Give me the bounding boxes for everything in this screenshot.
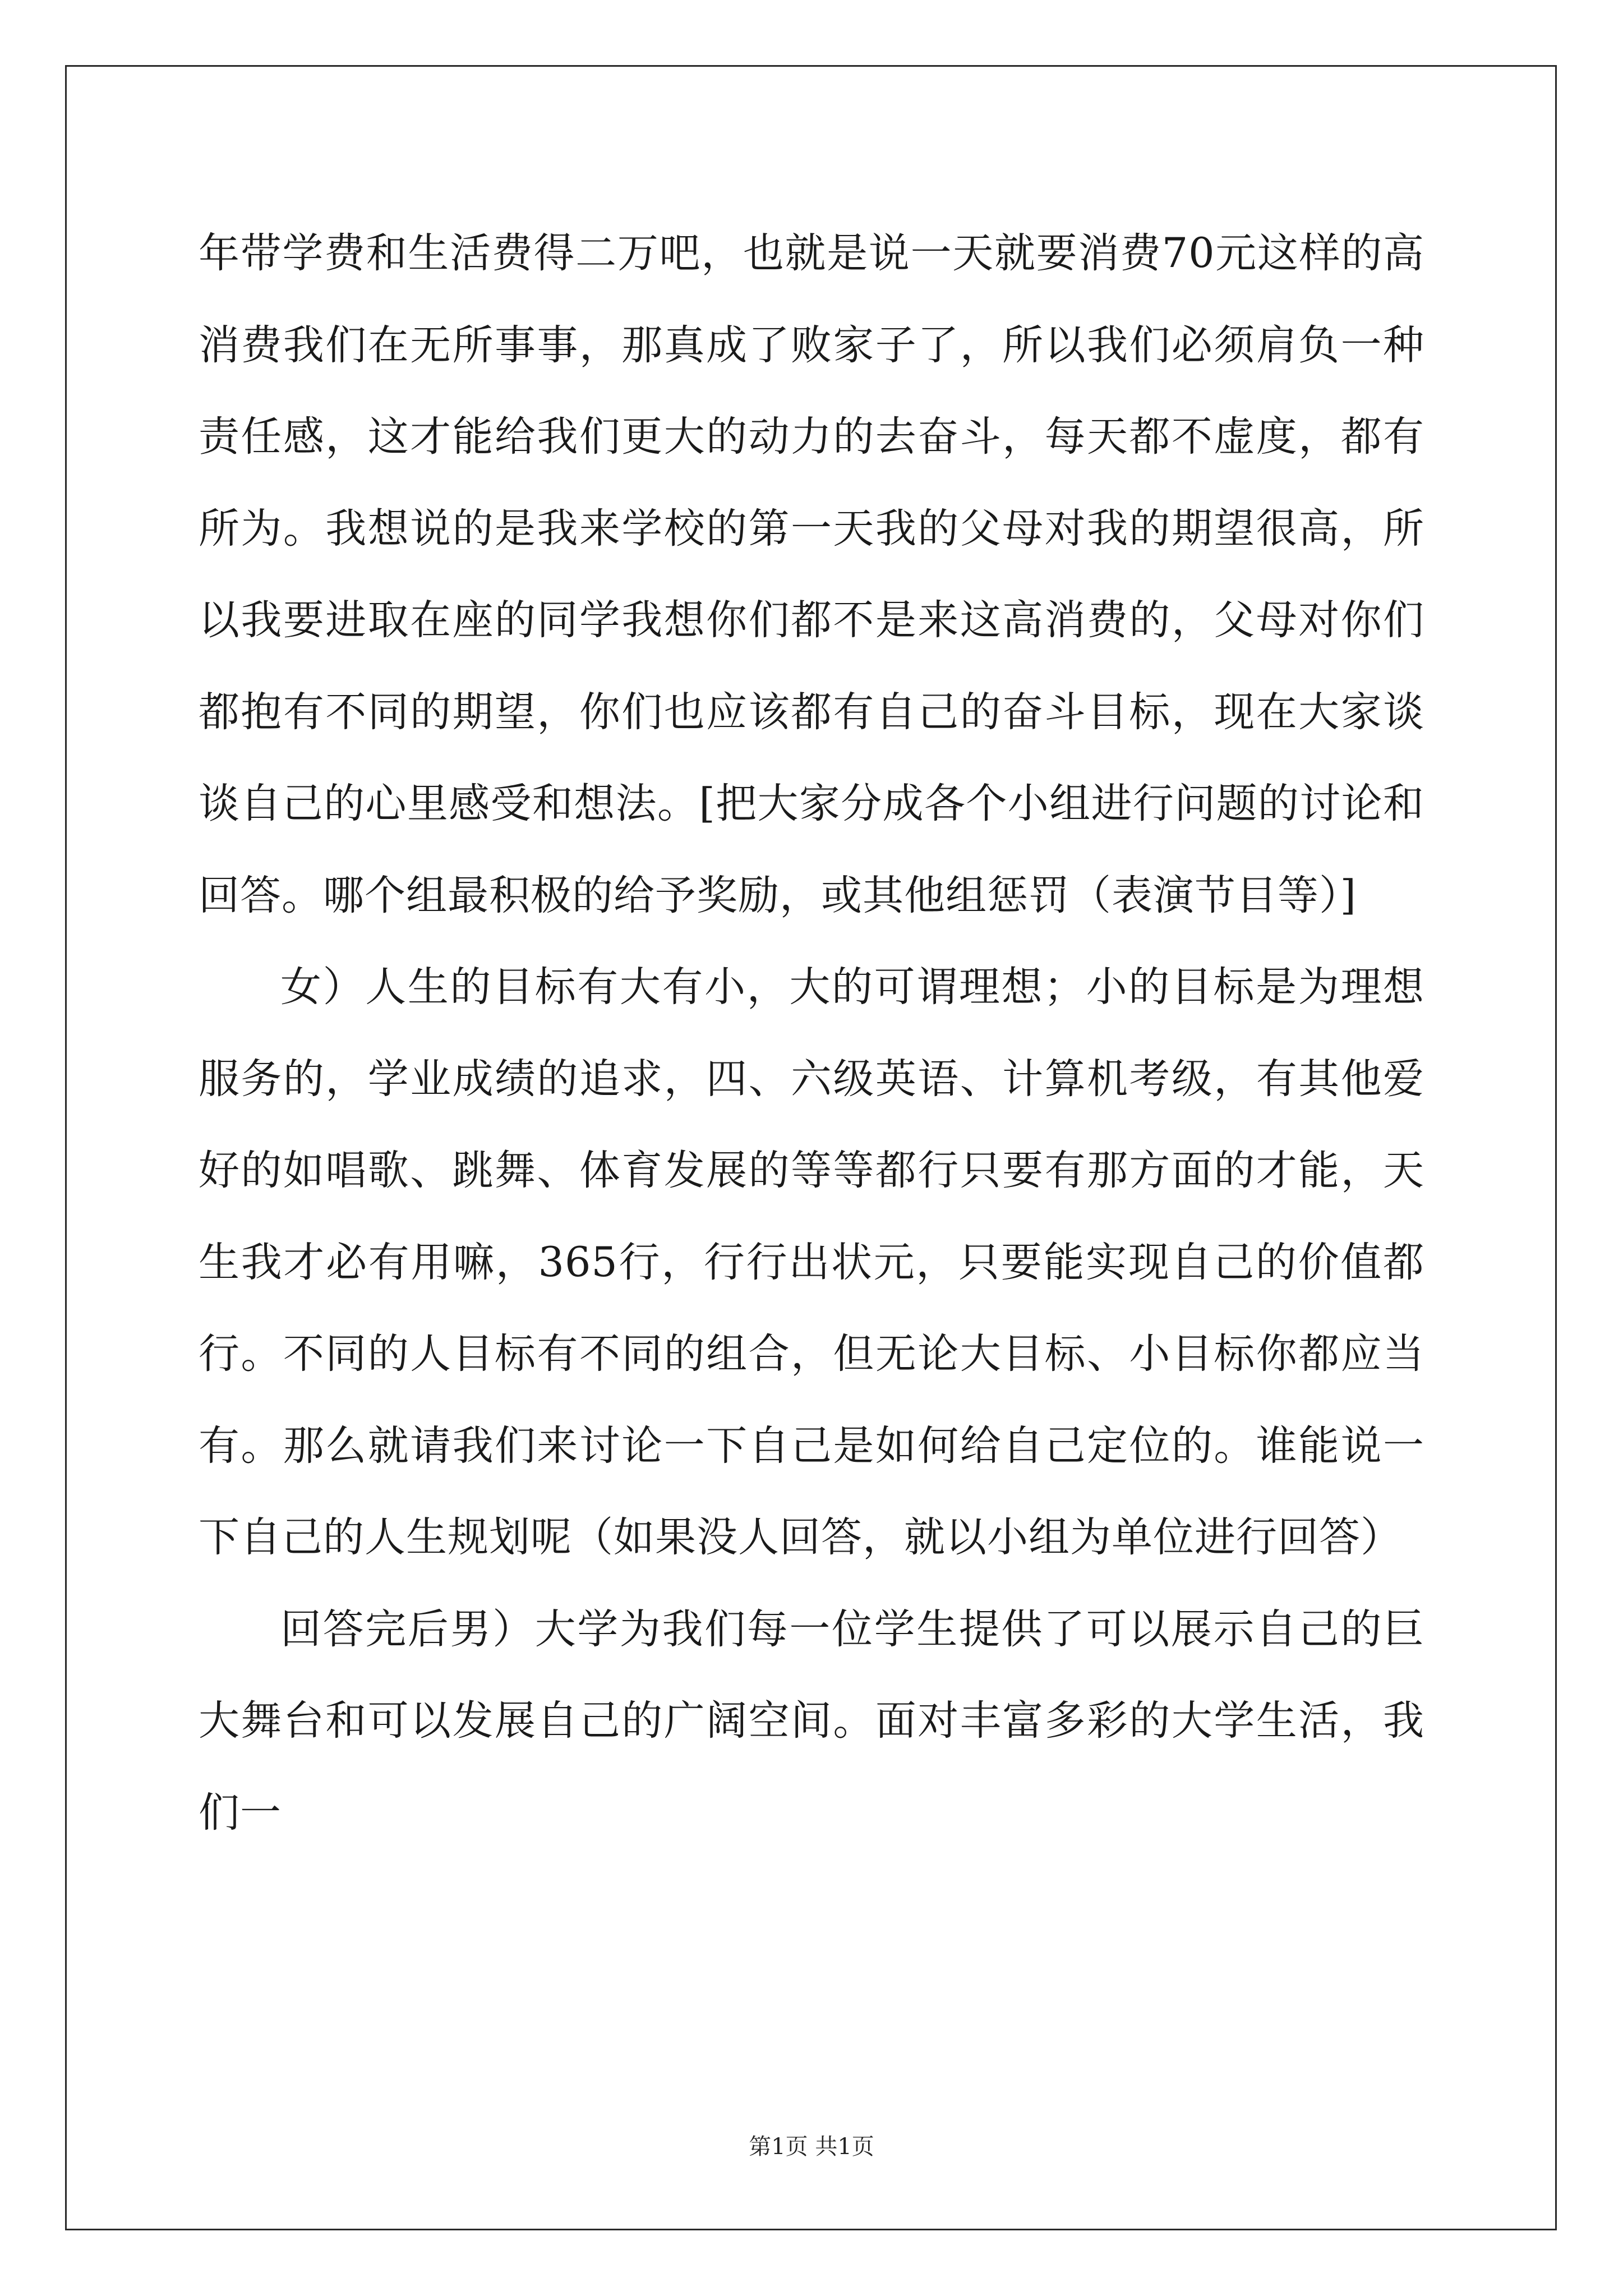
page-number-footer: 第1页 共1页: [749, 2134, 874, 2160]
paragraph-3: 回答完后男）大学为我们每一位学生提供了可以展示自己的巨大舞台和可以发展自己的广阔空间。面对丰富多彩的大学生活，我们一: [199, 1605, 1424, 1837]
document-body: [199, 208, 1424, 1858]
paragraph-1: 年带学费和生活费得二万吧，也就是说一天就要消费70元这样的高消费我们在无所事事，那真成了败家子了，所以我们必须肩负一种责任感，这才能给我们更大的动力的去奋斗，每天都不虚度，都有所为。我想说的是我来学校的第一天我的父母对我的期望很高，所以我要进取在座的同学我想你们都不是来这高消费的，父母对你们都抱有不同的期望，你们也应该都有自己的奋斗目标，现在大家谈谈自己的心里感受和想法。[把大家分成各个小组进行问题的讨论和回答。哪个组最积极的给予奖励，或其他组惩罚（表演节目等）]: [199, 229, 1424, 919]
paragraph-2: 女）人生的目标有大有小，大的可谓理想；小的目标是为理想服务的，学业成绩的追求，四、六级英语、计算机考级，有其他爱好的如唱歌、跳舞、体育发展的等等都行只要有那方面的才能，天生我才必有用嘛，365行，行行出状元，只要能实现自己的价值都行。不同的人目标有不同的组合，但无论大目标、小目标你都应当有。那么就请我们来讨论一下自己是如何给自己定位的。谁能说一下自己的人生规划呢（如果没人回答，就以小组为单位进行回答）: [199, 963, 1424, 1561]
